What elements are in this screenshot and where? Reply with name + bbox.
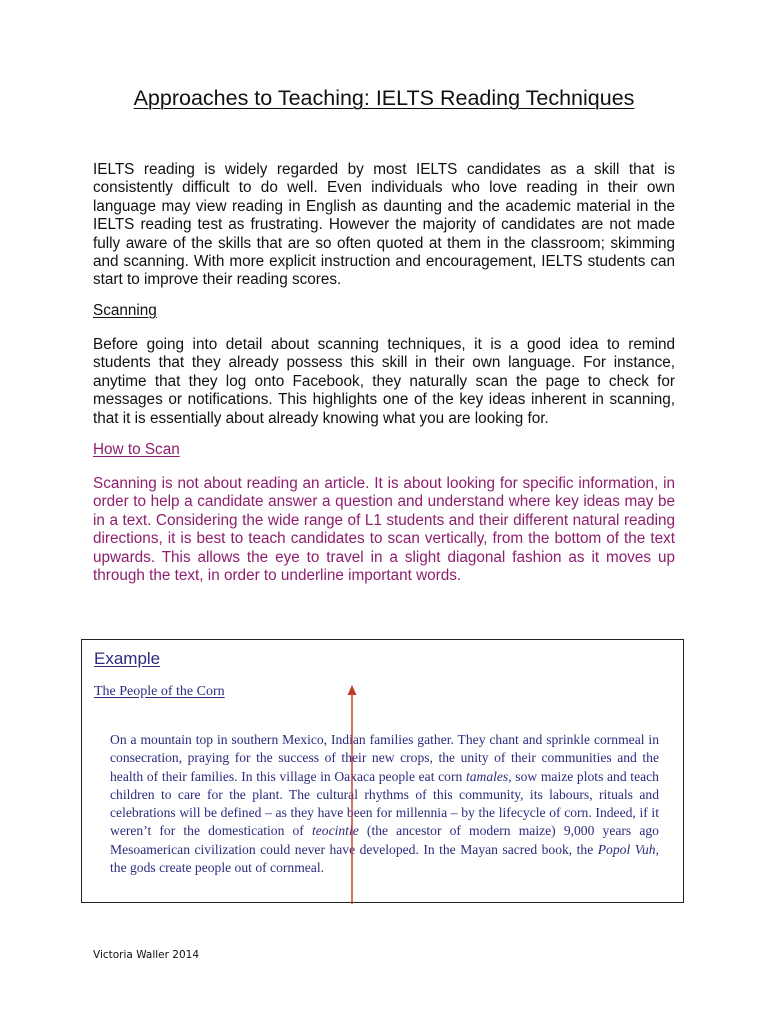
example-passage xyxy=(110,731,659,877)
example-italic-term: Popol Vuh xyxy=(597,841,656,857)
scanning-heading: Scanning xyxy=(93,302,157,319)
example-text-segment: , sow maize plots and teach children to care for the plant. The cultural rhythms of this community, its labours, rituals and celebrations will be defined – as they have been for millennia – by the lifecycle of corn. Indeed, if it weren’t for the domestication of xyxy=(110,768,659,839)
example-box xyxy=(81,639,684,903)
example-heading: Example xyxy=(94,649,161,668)
intro-paragraph: IELTS reading is widely regarded by most IELTS candidates as a skill that is consistently difficult to do well. Even individuals who love reading in their own language may view reading in English as daunting and the academic material in the IELTS reading test as frustrating. However the majority of candidates are not made fully aware of the skills that are so often quoted at them in the classroom; skimming and scanning. With more explicit instruction and encouragement, IELTS students can start to improve their reading scores. xyxy=(93,161,675,289)
example-italic-term: teocintle xyxy=(311,823,359,839)
example-italic-term: tamales xyxy=(465,768,509,784)
page-title: Approaches to Teaching: IELTS Reading Techniques xyxy=(133,86,635,110)
example-text-segment: , the gods create people out of cornmeal. xyxy=(110,841,659,876)
example-subtitle: The People of the Corn xyxy=(94,684,225,699)
example-text-segment: On a mountain top in southern Mexico, Indian families gather. They chant and sprinkle cornmeal in consecration, praying for the success of their new crops, the unity of their communities and the health of their families. In this village in Oaxaca people eat corn xyxy=(110,732,659,784)
how-to-scan-paragraph: Scanning is not about reading an article. It is about looking for specific information, in order to help a candidate answer a question and understand where key ideas may be in a text. Considering the wide range of L1 students and their different natural reading directions, it is best to teach candidates to scan vertically, from the bottom of the text upwards. This allows the eye to travel in a slight diagonal fashion as it moves up through the text, in order to underline important words. xyxy=(93,475,675,585)
scan-direction-arrow-icon xyxy=(345,684,359,906)
example-text-segment: (the ancestor of modern maize) 9,000 years ago Mesoamerican civilization could never have developed. In the Mayan sacred book, the xyxy=(110,823,659,857)
scanning-paragraph: Before going into detail about scanning techniques, it is a good idea to remind students that they already possess this skill in their own language. For instance, anytime that they log onto Facebook, they naturally scan the page to check for messages or notifications. This highlights one of the key ideas inherent in scanning, that it is essentially about already knowing what you are looking for. xyxy=(93,336,675,427)
footer-author: Victoria Waller 2014 xyxy=(93,949,200,961)
how-to-scan-heading: How to Scan xyxy=(93,441,180,458)
